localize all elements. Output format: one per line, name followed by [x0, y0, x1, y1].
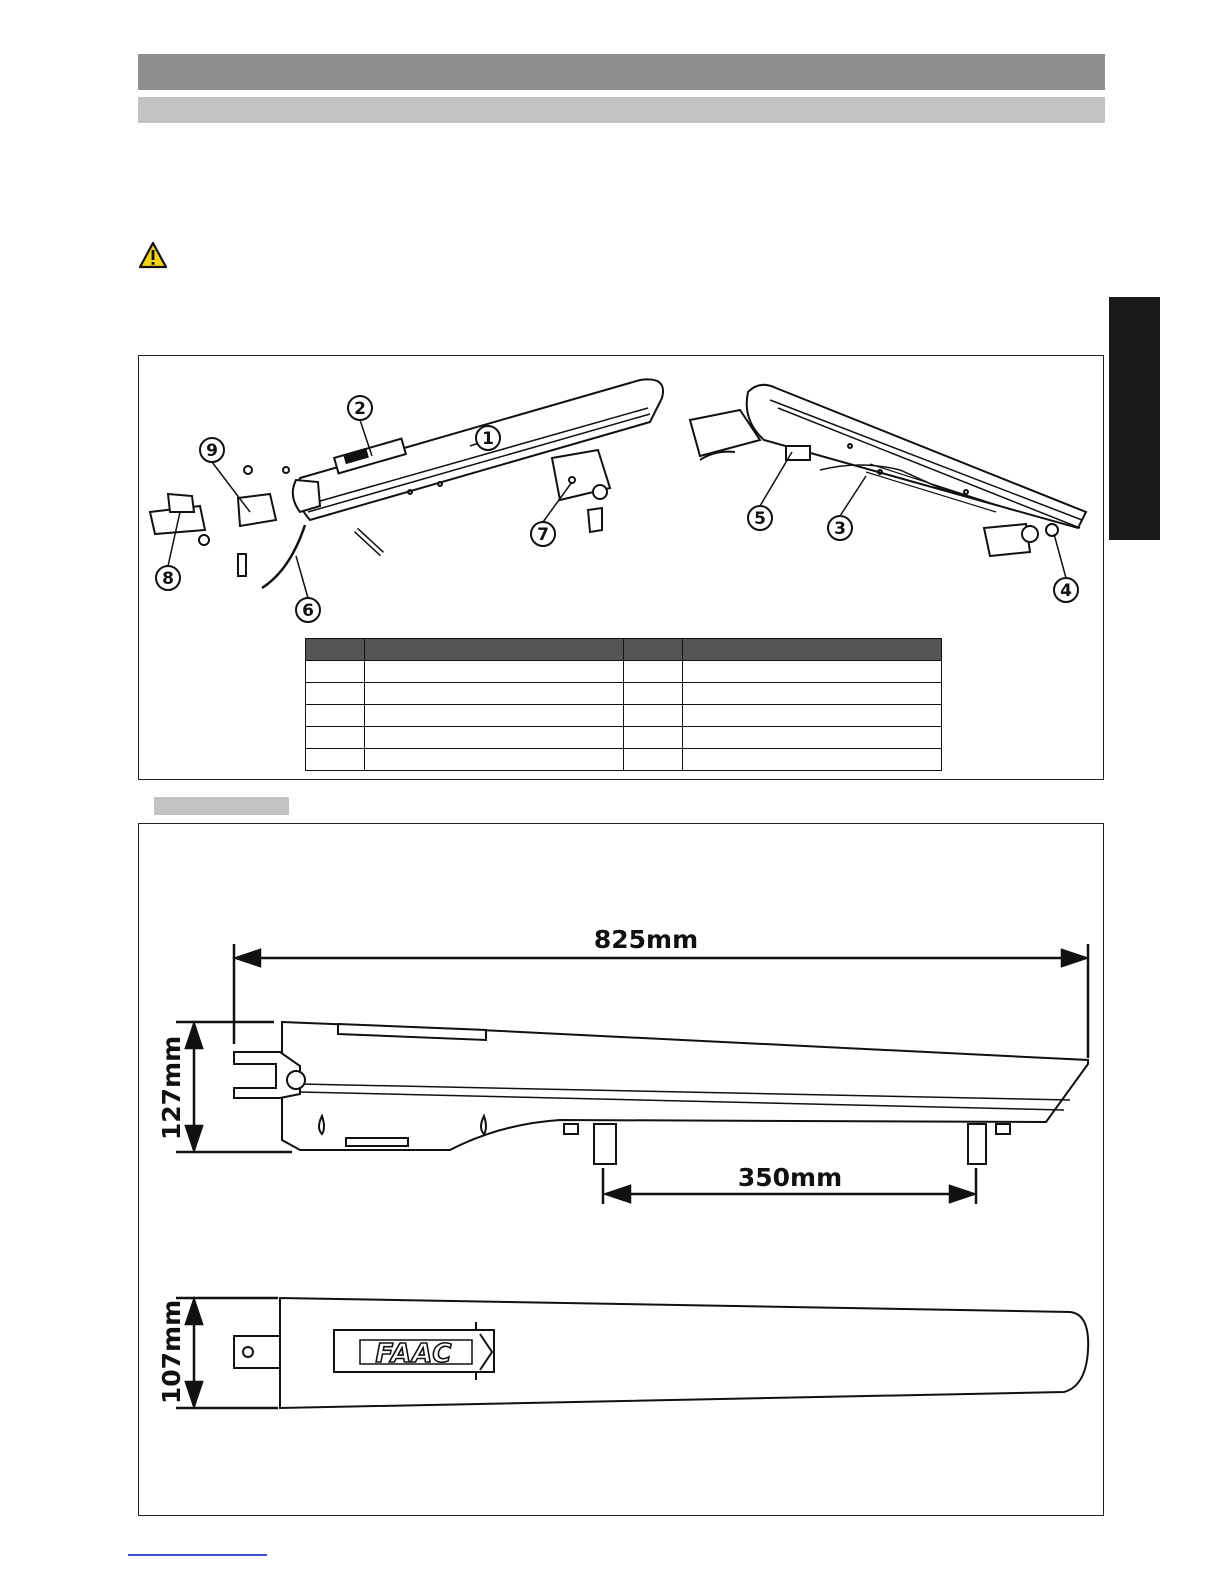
parts-table: [305, 638, 942, 771]
top-view-drawing: [234, 1298, 1088, 1408]
table-header-row: [306, 639, 942, 661]
callout-label: 7: [537, 525, 549, 545]
mount-spacing-dimension-label: 350mm: [737, 1163, 843, 1192]
footer-link[interactable]: [128, 1554, 267, 1556]
callout-2: [348, 396, 372, 456]
operator-body-left-drawing: [150, 379, 663, 588]
callout-label: 3: [834, 519, 846, 539]
figure-caption-bar: [154, 797, 289, 815]
width-dimension-label: 107mm: [157, 1299, 186, 1405]
callout-label: 2: [354, 399, 366, 419]
callout-7: [531, 482, 572, 546]
callout-label: 9: [206, 441, 218, 461]
table-row: [306, 749, 942, 771]
height-dimension-label: 127mm: [157, 1035, 186, 1141]
length-dimension-label: 825mm: [593, 925, 699, 954]
operator-body-right-drawing: [690, 385, 1086, 556]
callout-label: 1: [482, 429, 494, 449]
callout-label: 4: [1060, 581, 1072, 601]
callout-label: 8: [162, 569, 174, 589]
table-row: [306, 661, 942, 683]
table-row: [306, 683, 942, 705]
side-view-drawing: [234, 1022, 1088, 1164]
callout-label: 6: [302, 601, 314, 621]
faac-logo: FAAC: [375, 1339, 453, 1369]
callout-3: [828, 476, 866, 540]
callout-9: [200, 438, 250, 512]
table-row: [306, 727, 942, 749]
callout-label: 5: [754, 509, 766, 529]
callout-4: [1054, 534, 1078, 602]
callout-5: [748, 452, 792, 530]
table-row: [306, 705, 942, 727]
callout-6: [296, 556, 320, 622]
